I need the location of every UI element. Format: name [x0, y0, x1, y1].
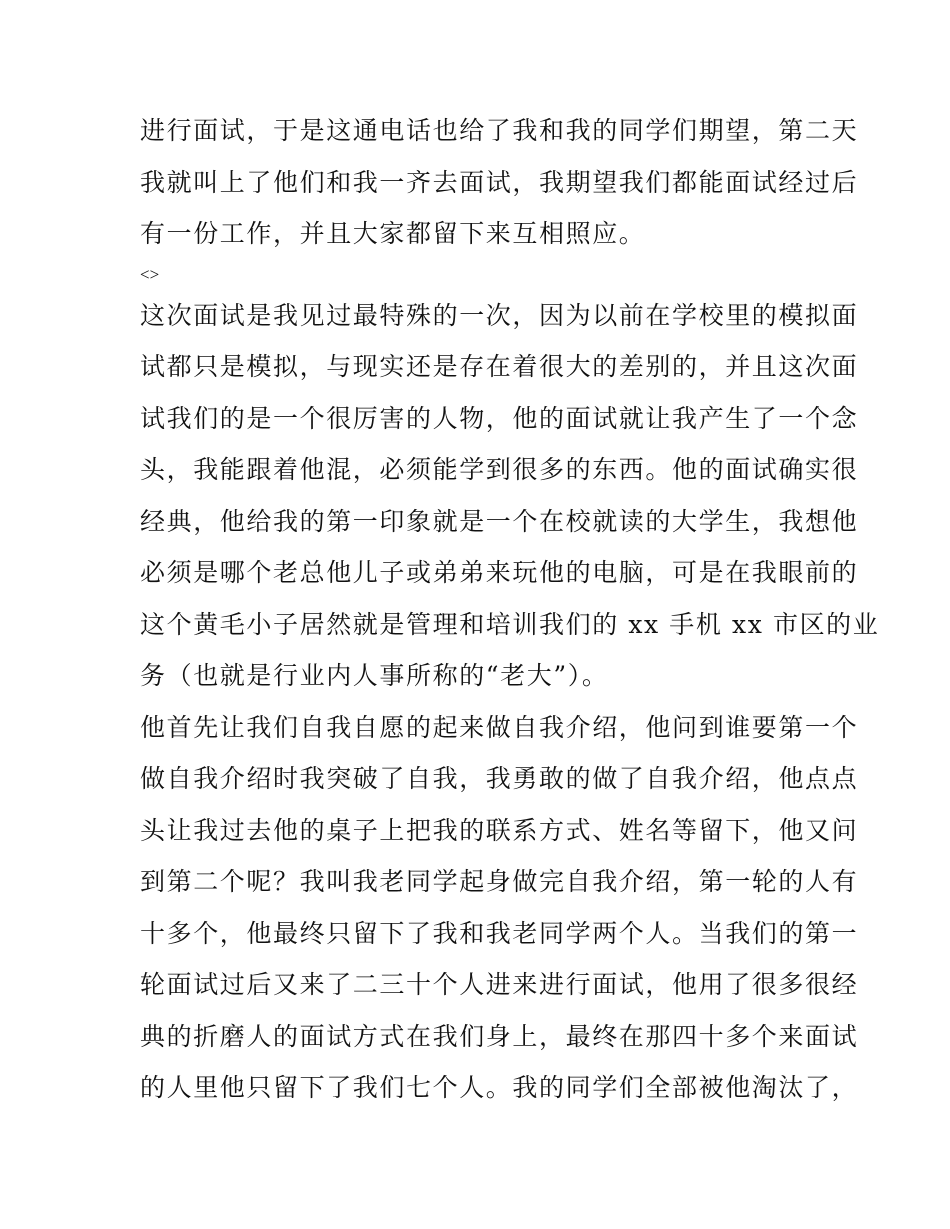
text-line: 到第二个呢？我叫我老同学起身做完自我介绍，第一轮的人有	[140, 867, 859, 896]
text-line: 头让我过去他的桌子上把我的联系方式、姓名等留下，他又问	[140, 815, 859, 845]
text-line: 这次面试是我见过最特殊的一次，因为以前在学校里的模拟面	[140, 300, 859, 330]
section-marker: <>	[140, 264, 160, 284]
paragraph-3	[140, 702, 859, 1114]
text-line: 这个黄毛小子居然就是管理和培训我们的 xx 手机 xx 市区的业	[140, 609, 880, 639]
text-line: 有一份工作，并且大家都留下来互相照应。	[140, 219, 646, 248]
text-line: 必须是哪个老总他儿子或弟弟来玩他的电脑，可是在我眼前的	[140, 558, 859, 587]
text-line: 务（也就是行业内人事所称的“老大”）。	[140, 661, 609, 690]
text-line: 的人里他只留下了我们七个人。我的同学们全部被他淘汰了，	[140, 1073, 859, 1102]
text-line: 轮面试过后又来了二三十个人进来进行面试，他用了很多很经	[140, 970, 859, 999]
document-body	[140, 105, 880, 1114]
text-line: 头，我能跟着他混，必须能学到很多的东西。他的面试确实很	[140, 455, 859, 484]
text-line: 十多个，他最终只留下了我和我老同学两个人。当我们的第一	[140, 918, 859, 948]
paragraph-1	[140, 105, 859, 260]
text-line: 进行面试，于是这通电话也给了我和我的同学们期望，第二天	[140, 116, 859, 145]
text-line: 试都只是模拟，与现实还是存在着很大的差别的，并且这次面	[140, 352, 859, 381]
text-line: 经典，他给我的第一印象就是一个在校就读的大学生，我想他	[140, 506, 859, 536]
text-line: 我就叫上了他们和我一齐去面试，我期望我们都能面试经过后	[140, 167, 859, 197]
text-line: 试我们的是一个很厉害的人物，他的面试就让我产生了一个念	[140, 403, 859, 433]
text-line: 典的折磨人的面试方式在我们身上，最终在那四十多个来面试	[140, 1021, 859, 1051]
paragraph-2	[140, 290, 880, 702]
text-line: 他首先让我们自我自愿的起来做自我介绍，他问到谁要第一个	[140, 712, 859, 742]
text-line: 做自我介绍时我突破了自我，我勇敢的做了自我介绍，他点点	[140, 764, 859, 793]
